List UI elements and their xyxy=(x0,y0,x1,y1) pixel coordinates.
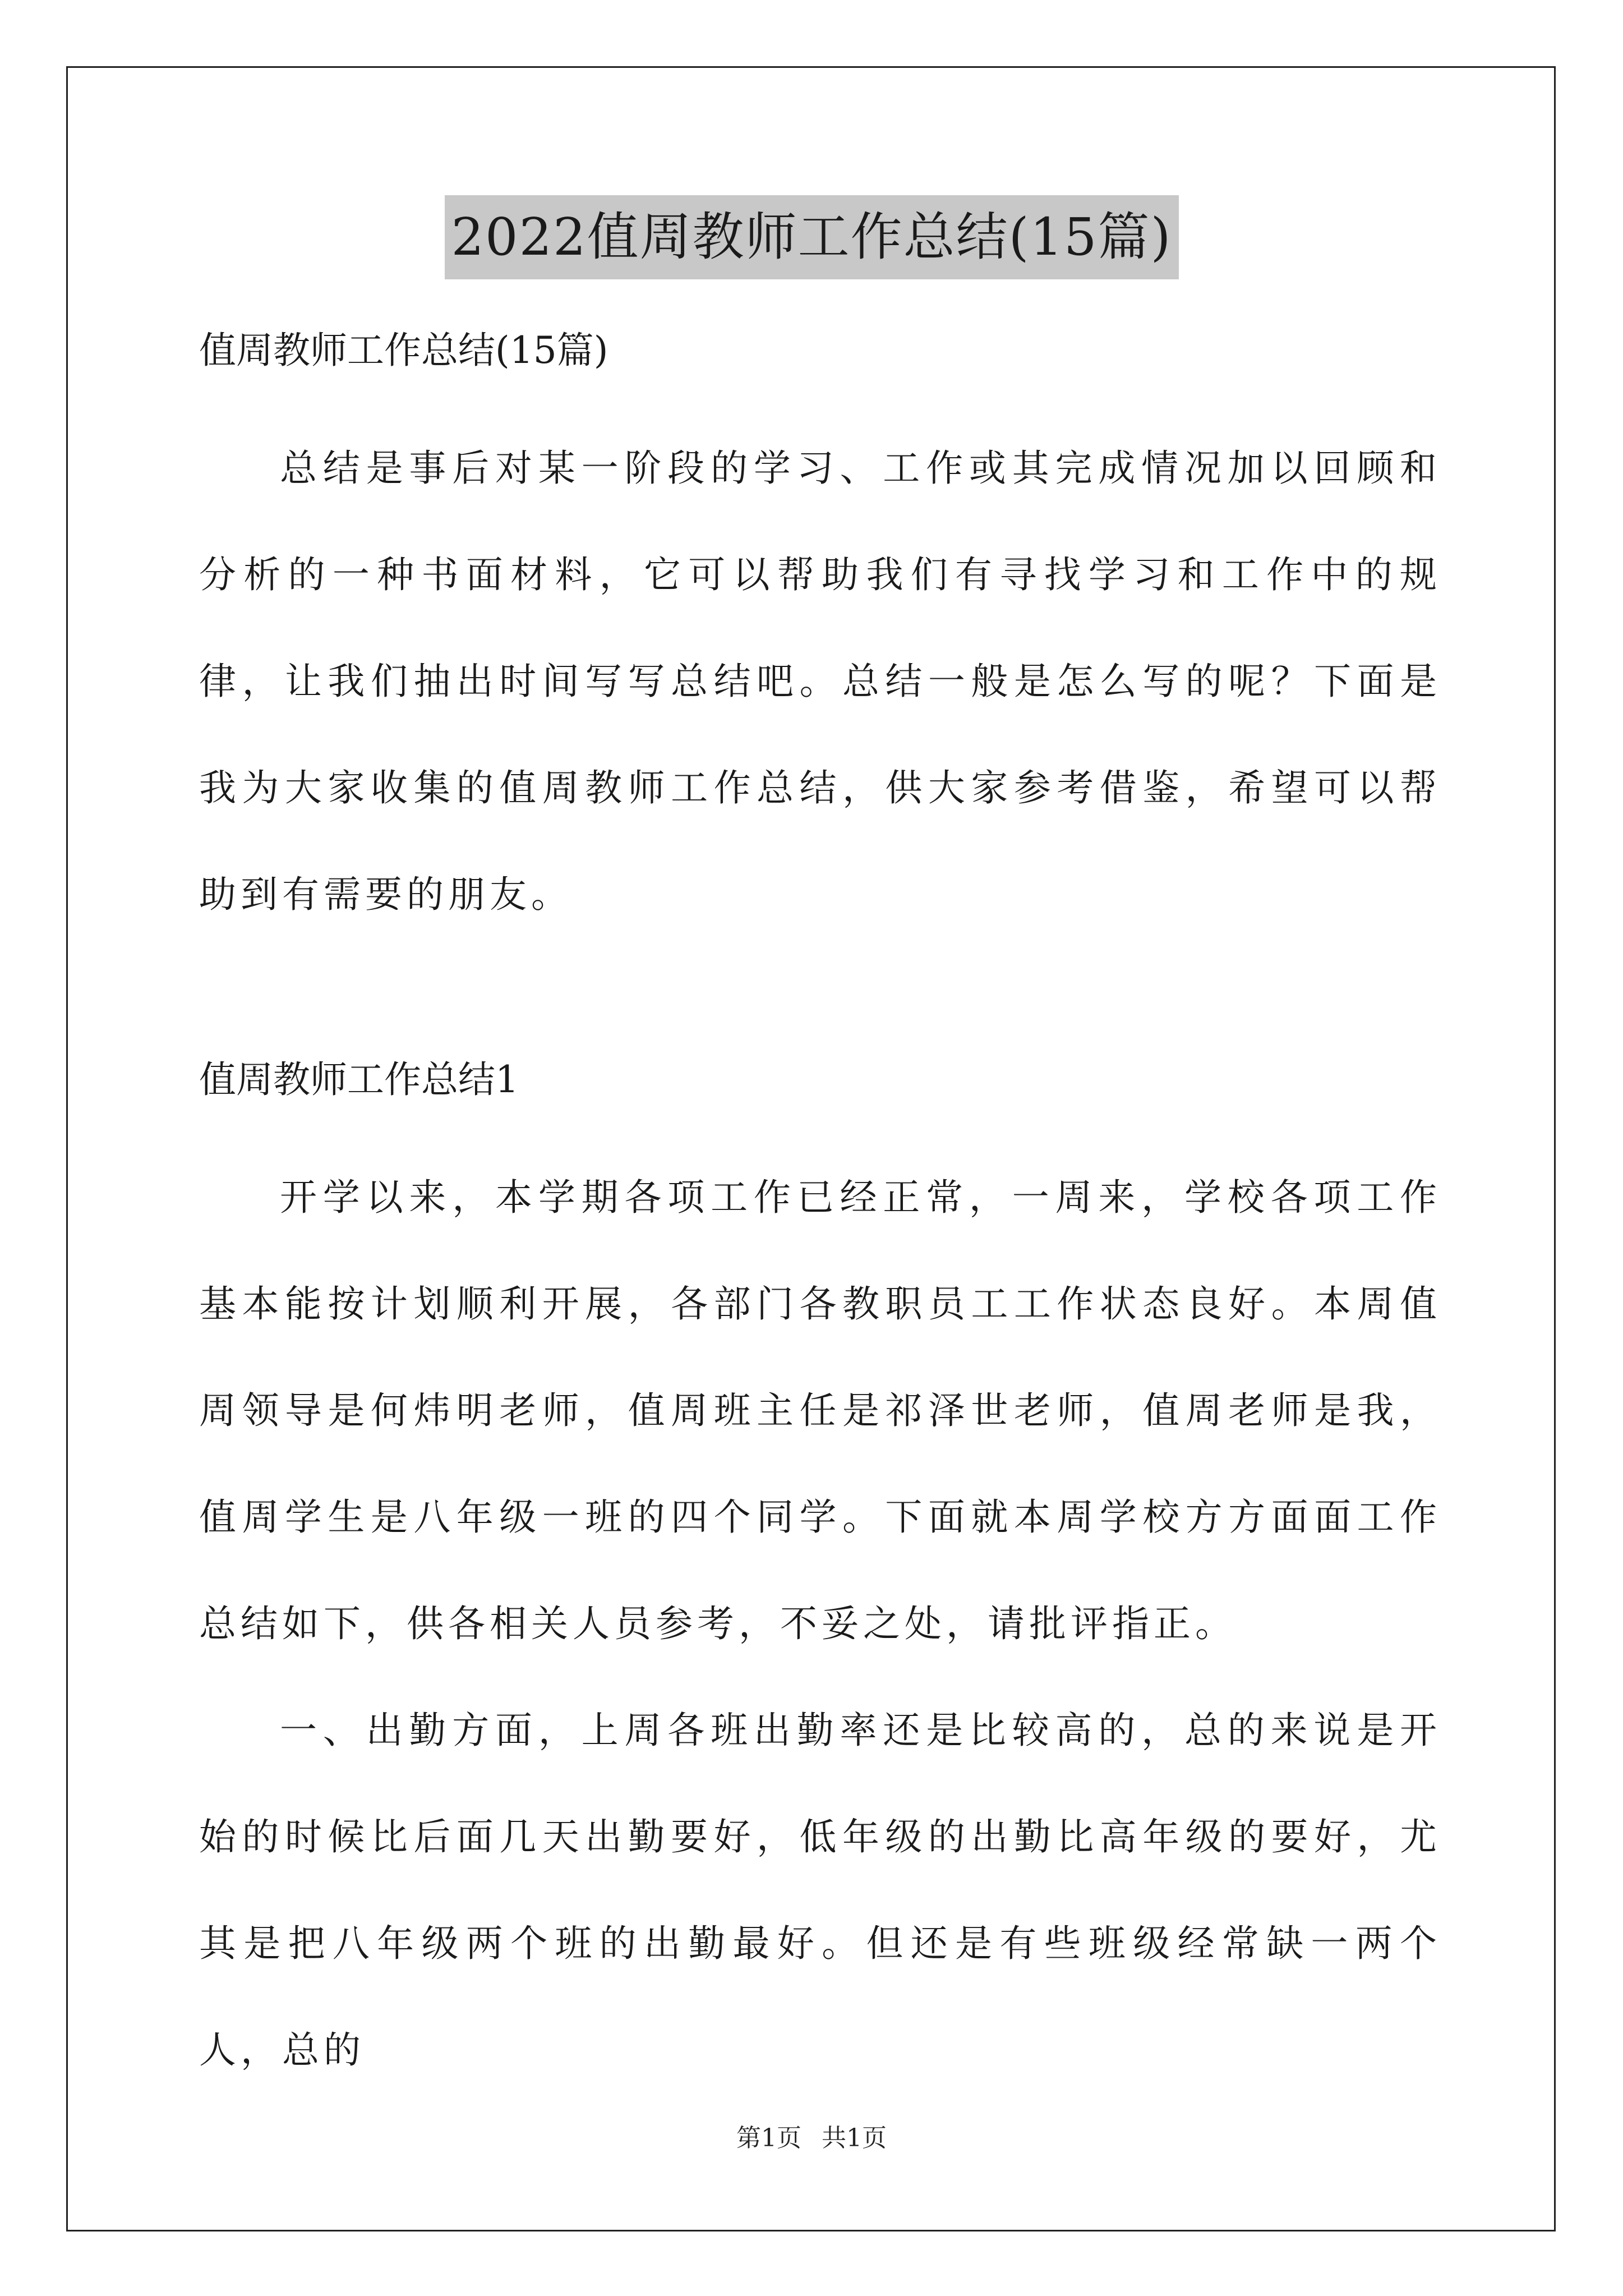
document-title: 2022值周教师工作总结(15篇) xyxy=(445,195,1179,279)
section-paragraph: 一、出勤方面，上周各班出勤率还是比较高的，总的来说是开始的时候比后面几天出勤要好，低年级的出勤比高年级的要好，尤其是把八年级两个班的出勤最好。但还是有些班级经常缺一两个人，总的 xyxy=(199,1709,1441,2072)
page-number: 第1页 xyxy=(736,2124,801,2152)
spacer xyxy=(199,948,1441,1032)
document-body xyxy=(199,303,1441,2104)
intro-paragraph: 总结是事后对某一阶段的学习、工作或其完成情况加以回顾和分析的一种书面材料，它可以帮助我们有寻找学习和工作中的规律，让我们抽出时间写写总结吧。总结一般是怎么写的呢？下面是我为大家收集的值周教师工作总结，供大家参考借鉴，希望可以帮助到有需要的朋友。 xyxy=(199,447,1441,916)
spacer xyxy=(199,398,1441,415)
page-total: 共1页 xyxy=(822,2124,887,2152)
spacer xyxy=(199,1128,1441,1144)
document-subtitle: 值周教师工作总结(15篇) xyxy=(199,329,608,372)
section-paragraph: 开学以来，本学期各项工作已经正常，一周来，学校各项工作基本能按计划顺利开展，各部门各教职员工工作状态良好。本周值周领导是何炜明老师，值周班主任是祁泽世老师，值周老师是我，值周学生是八年级一班的四个同学。下面就本周学校方方面面工作总结如下，供各相关人员参考，不妥之处，请批评指正。 xyxy=(199,1176,1441,1645)
title-container xyxy=(0,195,1623,279)
section-heading: 值周教师工作总结1 xyxy=(199,1058,519,1101)
page-footer xyxy=(0,2122,1623,2155)
